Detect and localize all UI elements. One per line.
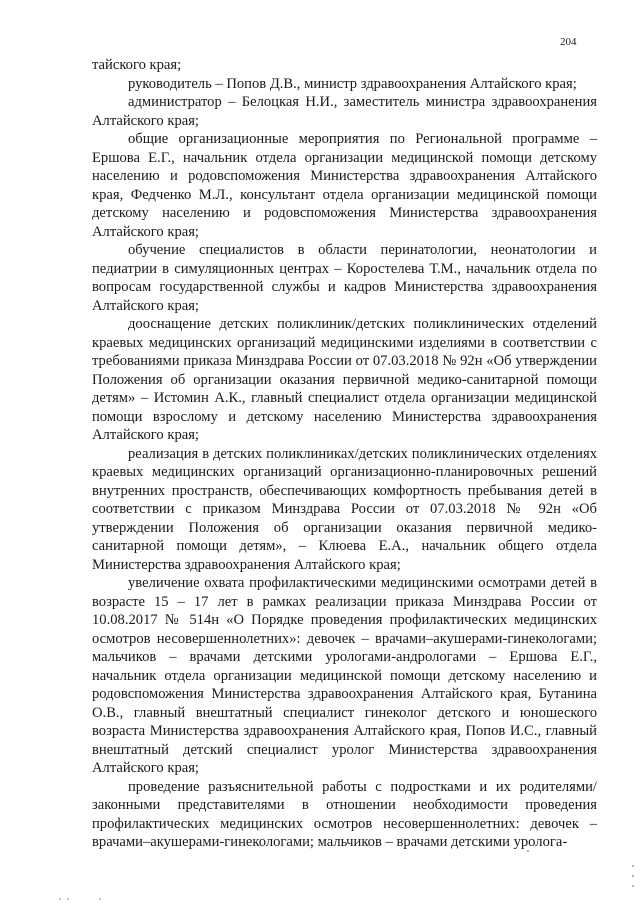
paragraph: реализация в детских поликлиниках/детских поликлинических отделениях краевых медицинских организаций организационно-планировочных решений внутренних пространств, обеспечивающих комфортность пребывания детей в соответствии с приказом Минздрава России от 07.03.2018 № 92н «Об утверждении Положения об организации оказания первичной медико-санитарной помощи детям», – Клюева Е.А., начальник общего отдела Министерства здравоохранения Алтайского края;	[92, 445, 597, 573]
page-number: 204	[560, 36, 577, 48]
paragraph: обучение специалистов в области перинатологии, неонатологии и педиатрии в симуляционных центрах – Коростелева Т.М., начальник отдела по вопросам государственной службы и кадров Министерства здравоохранения Алтайского края;	[92, 242, 597, 314]
paragraph: общие организационные мероприятия по Региональной программе – Ершова Е.Г., начальник отдела организации медицинской помощи детскому населению и родовспоможения Министерства здравоохранения Алтайского края, Федченко М.Л., консультант отдела организации медицинской помощи детскому населению и родовспоможения Министерства здравоохранения Алтайского края;	[92, 131, 597, 240]
paragraph: тайского края;	[92, 57, 182, 73]
paragraph: проведение разъяснительной работы с подростками и их родителями/законными представителями в отношении необходимости проведения профилактических медицинских осмотров несовершеннолетних: девочек – врачами–акушерами-гинекологами; мальчиков – врачами детскими уролога-	[92, 778, 597, 850]
paragraph: руководитель – Попов Д.В., министр здравоохранения Алтайского края;	[128, 75, 577, 92]
paragraph: дооснащение детских поликлиник/детских поликлинических отделений краевых медицинских организаций медицинскими изделиями в соответствии с требованиями приказа Минздрава России от 07.03.2018 № 92н «Об утверждении Положения об организации оказания первичной медико-санитарной помощи детям» – Истомин А.К., главный специалист отдела организации медицинской помощи взрослому и детскому населению Министерства здравоохранения Алтайского края;	[92, 316, 597, 443]
document-body	[92, 56, 597, 852]
paragraph: администратор – Белоцкая Н.И., заместитель министра здравоохранения Алтайского края;	[92, 94, 597, 129]
paragraph: увеличение охвата профилактическими медицинскими осмотрами детей в возрасте 15 – 17 лет в рамках реализации приказа Минздрава России от 10.08.2017 № 514н «О Порядке проведения профилактических медицинских осмотров несовершеннолетних»: девочек – врачами–акушерами-гинекологами; мальчиков – врачами детскими урологами-андрологами – Ершова Е.Г., начальник отдела организации медицинской помощи детскому населению и родовспоможения Министерства здравоохранения Алтайского края, Бутанина О.В., главный внештатный специалист гинеколог детского и юношеского возраста Министерства здравоохранения Алтайского края, Попов И.С., главный внештатный детский специалист уролог Министерства здравоохранения Алтайского края;	[92, 575, 597, 776]
